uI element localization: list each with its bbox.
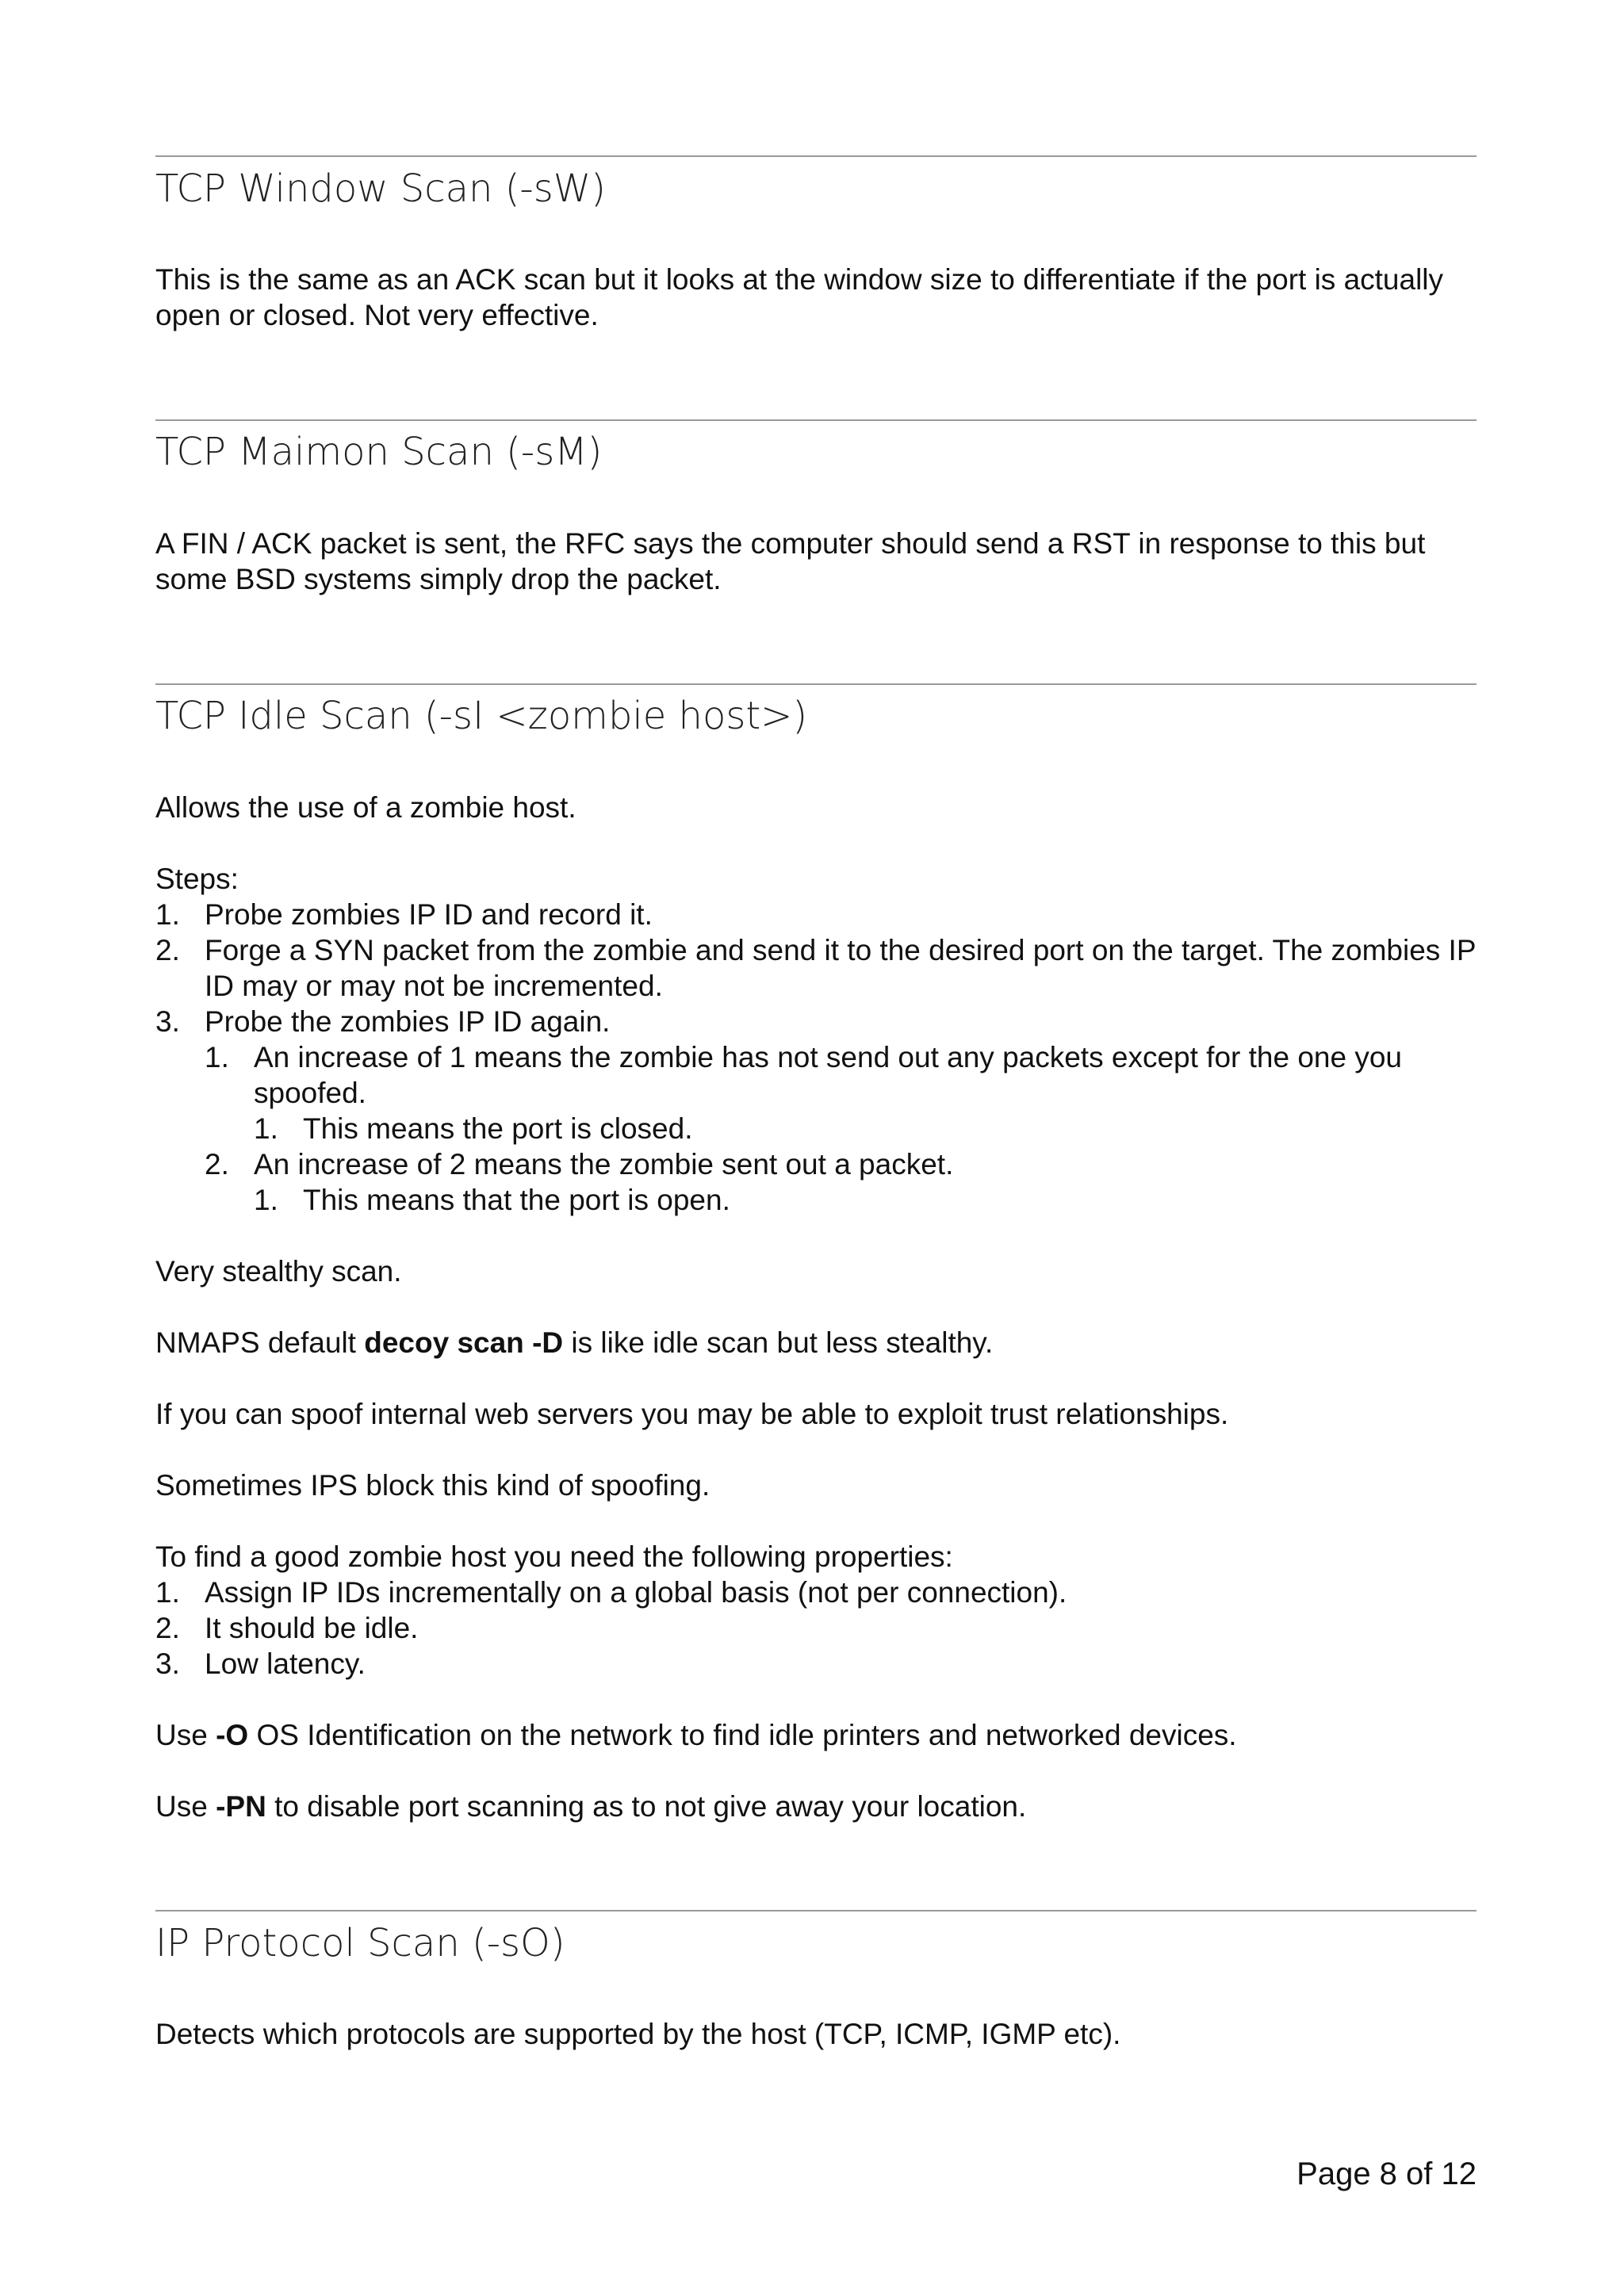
list-item-step-3 (155, 1004, 1488, 1039)
ips-note: Sometimes IPS block this kind of spoofing. (155, 1469, 710, 1502)
zombie-properties-label: To find a good zombie host you need the following properties: (155, 1540, 953, 1573)
section-heading-idle-scan: TCP Idle Scan (-sI <zombie host>) (155, 694, 808, 738)
use-o-option-bold: -O (216, 1719, 249, 1751)
list-number: 1. (155, 1576, 180, 1609)
idle-scan-intro: Allows the use of a zombie host. (155, 791, 576, 824)
section-heading-window-scan: TCP Window Scan (-sW) (155, 166, 606, 211)
pn-note (155, 1789, 1488, 1824)
steps-label: Steps: (155, 863, 239, 895)
list-text: An increase of 1 means the zombie has not send out any packets except for the one you spoofed. (254, 1041, 1403, 1109)
list-number: 2. (205, 1148, 229, 1181)
list-number: 2. (155, 934, 180, 966)
stealthy-note: Very stealthy scan. (155, 1255, 402, 1288)
spoof-note: If you can spoof internal web servers you may be able to exploit trust relationships. (155, 1398, 1229, 1430)
list-item-property-3 (155, 1646, 1488, 1682)
use-pn-text-after: to disable port scanning as to not give away your location. (266, 1790, 1027, 1823)
section-divider (155, 155, 1477, 157)
list-text: Forge a SYN packet from the zombie and send it to the desired port on the target. The zombies IP ID may or may not be incremented. (205, 934, 1476, 1002)
use-pn-text-before: Use (155, 1790, 216, 1823)
decoy-text-after: is like idle scan but less stealthy. (563, 1326, 994, 1359)
list-number: 1. (205, 1041, 229, 1073)
list-text: An increase of 2 means the zombie sent out a packet. (254, 1148, 954, 1181)
list-number: 1. (155, 898, 180, 931)
list-item-substep-1 (205, 1039, 1488, 1111)
list-text: Assign IP IDs incrementally on a global basis (not per connection). (205, 1576, 1067, 1609)
list-item-substep-2-1 (254, 1182, 1488, 1218)
list-item-property-2 (155, 1610, 1488, 1646)
section-divider (155, 1910, 1477, 1911)
list-text: It should be idle. (205, 1612, 419, 1644)
list-text: This means that the port is open. (303, 1184, 730, 1216)
list-text: This means the port is closed. (303, 1112, 693, 1145)
section-heading-maimon-scan: TCP Maimon Scan (-sM) (155, 430, 603, 474)
list-number: 3. (155, 1005, 180, 1038)
section-divider (155, 419, 1477, 421)
list-item-substep-1-1 (254, 1111, 1488, 1146)
list-item-property-1 (155, 1575, 1488, 1610)
ip-protocol-scan-description: Detects which protocols are supported by the host (TCP, ICMP, IGMP etc). (155, 2018, 1121, 2050)
list-text: Probe zombies IP ID and record it. (205, 898, 653, 931)
window-scan-description: This is the same as an ACK scan but it looks at the window size to differentiate if the port is actually open or closed. Not very effective. (155, 263, 1444, 331)
list-number: 1. (254, 1112, 278, 1145)
list-text: Probe the zombies IP ID again. (205, 1005, 611, 1038)
use-o-text-after: OS Identification on the network to find idle printers and networked devices. (248, 1719, 1237, 1751)
os-identification-note (155, 1717, 1488, 1753)
section-heading-ip-protocol-scan: IP Protocol Scan (-sO) (155, 1921, 565, 1965)
page-number: Page 8 of 12 (1297, 2156, 1477, 2191)
list-number: 2. (155, 1612, 180, 1644)
list-number: 3. (155, 1647, 180, 1680)
list-number: 1. (254, 1184, 278, 1216)
maimon-scan-description: A FIN / ACK packet is sent, the RFC says the computer should send a RST in response to this but some BSD systems simply drop the packet. (155, 527, 1426, 595)
list-item-substep-2 (205, 1146, 1488, 1182)
decoy-scan-note (155, 1325, 1488, 1360)
use-o-text-before: Use (155, 1719, 216, 1751)
decoy-text-before: NMAPS default (155, 1326, 365, 1359)
list-text: Low latency. (205, 1647, 366, 1680)
decoy-option-bold: decoy scan -D (364, 1326, 564, 1359)
list-item-step-1 (155, 897, 1488, 932)
section-divider (155, 683, 1477, 685)
use-pn-option-bold: -PN (216, 1790, 266, 1823)
list-item-step-2 (155, 932, 1488, 1004)
